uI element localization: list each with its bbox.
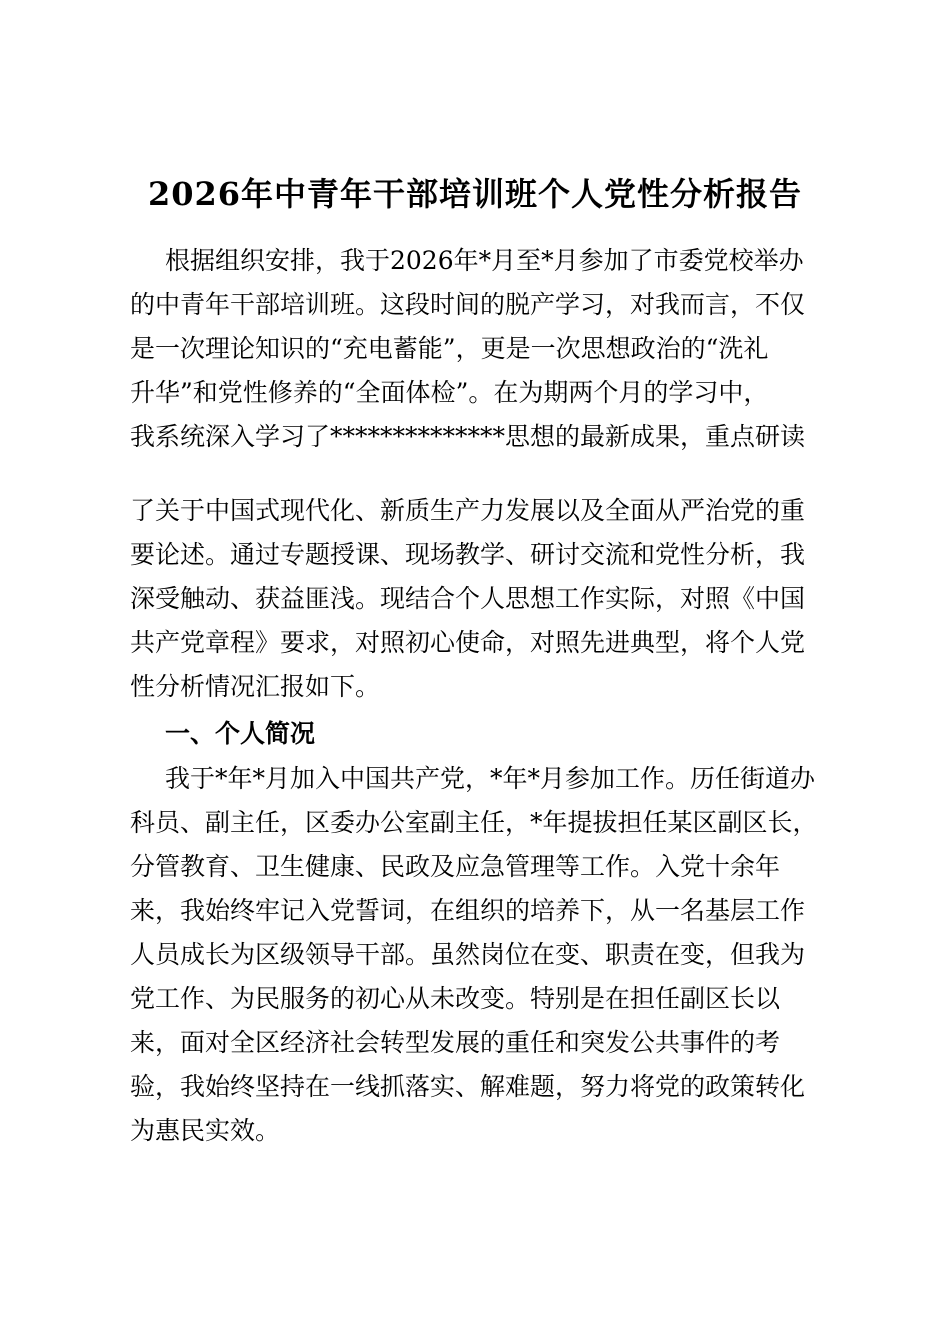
paragraph-1-line: 是一次理论知识的“充电蓄能”，更是一次思想政治的“洗礼 [130,334,769,363]
paragraph-1-line: 共产党章程》要求，对照初心使命，对照先进典型，将个人党 [130,628,806,657]
paragraph-2-line: 人员成长为区级领导干部。虽然岗位在变、职责在变，但我为 [130,940,806,969]
paragraph-1-line: 了关于中国式现代化、新质生产力发展以及全面从严治党的重 [130,496,806,525]
paragraph-2-line: 验，我始终坚持在一线抓落实、解难题，努力将党的政策转化 [130,1072,806,1101]
paragraph-2-line: 党工作、为民服务的初心从未改变。特别是在担任副区长以 [130,984,781,1013]
paragraph-2-line: 来，我始终牢记入党誓词，在组织的培养下，从一名基层工作 [130,896,806,925]
paragraph-1-line: 我系统深入学习了**************思想的最新成果，重点研读 [130,422,806,451]
paragraph-2-line: 科员、副主任，区委办公室副主任，*年提拔担任某区副区长， [130,808,818,837]
paragraph-2-line: 分管教育、卫生健康、民政及应急管理等工作。入党十余年 [130,852,781,881]
paragraph-1-line: 的中青年干部培训班。这段时间的脱产学习，对我而言，不仅 [130,290,806,319]
paragraph-2-line: 为惠民实效。 [130,1116,281,1145]
paragraph-1-line: 升华”和党性修养的“全面体检”。在为期两个月的学习中， [130,378,769,407]
paragraph-1-line: 要论述。通过专题授课、现场教学、研讨交流和党性分析，我 [130,540,806,569]
paragraph-2-line: 来，面对全区经济社会转型发展的重任和突发公共事件的考 [130,1028,781,1057]
section-heading: 一、个人简况 [165,719,316,748]
document-title: 2026年中青年干部培训班个人党性分析报告 [147,175,803,213]
paragraph-1-line: 根据组织安排，我于2026年*月至*月参加了市委党校举办 [165,246,804,275]
paragraph-1-line: 深受触动、获益匪浅。现结合个人思想工作实际，对照《中国 [130,584,806,613]
paragraph-2-line: 我于*年*月加入中国共产党，*年*月参加工作。历任街道办 [165,764,816,793]
paragraph-1-line: 性分析情况汇报如下。 [130,672,381,701]
